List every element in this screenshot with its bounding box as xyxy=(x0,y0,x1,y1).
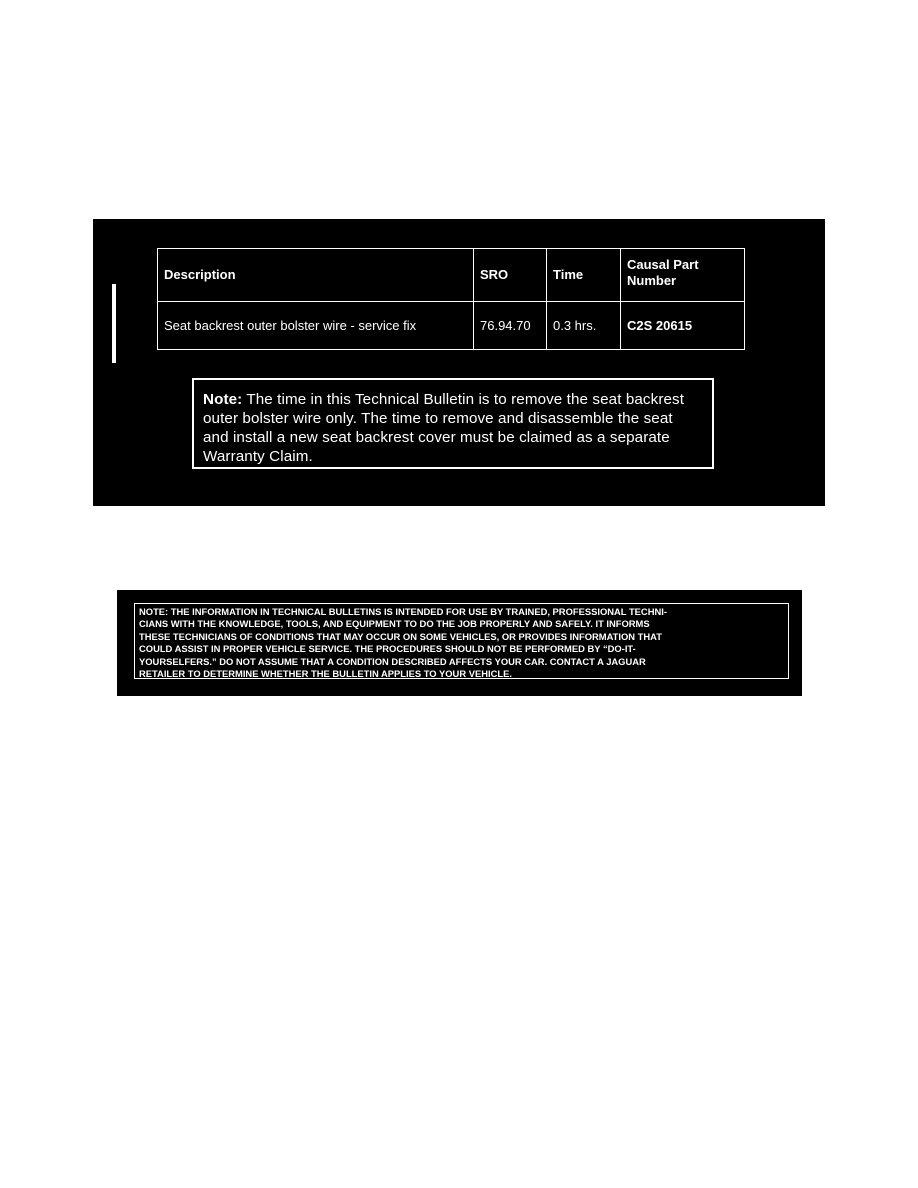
cell-sro: 76.94.70 xyxy=(474,302,547,350)
header-time: Time xyxy=(547,249,621,302)
header-causal-part-number xyxy=(621,249,745,302)
disclaimer-line: COULD ASSIST IN PROPER VEHICLE SERVICE. THE PROCEDURES SHOULD NOT BE PERFORMED BY “DO-IT- xyxy=(139,643,636,655)
cell-time: 0.3 hrs. xyxy=(547,302,621,350)
header-sro: SRO xyxy=(474,249,547,302)
header-description: Description xyxy=(158,249,474,302)
disclaimer-line: NOTE: THE INFORMATION IN TECHNICAL BULLETINS IS INTENDED FOR USE BY TRAINED, PROFESSIONAL TECHNI- xyxy=(139,606,667,617)
disclaimer-box xyxy=(134,603,789,679)
warranty-claim-table xyxy=(157,248,745,350)
note-label: Note: xyxy=(203,391,243,408)
cell-causal-part: C2S 20615 xyxy=(621,302,745,350)
disclaimer-line: RETAILER TO DETERMINE WHETHER THE BULLETIN APPLIES TO YOUR VEHICLE. xyxy=(139,668,512,680)
disclaimer-line: YOURSELFERS.” DO NOT ASSUME THAT A CONDITION DESCRIBED AFFECTS YOUR CAR. CONTACT A JAGUAR xyxy=(139,655,646,667)
warranty-panel xyxy=(93,219,825,506)
note-box xyxy=(192,378,714,469)
header-causal-part-line2: Number xyxy=(627,273,677,288)
change-bar xyxy=(112,284,116,363)
cell-description: Seat backrest outer bolster wire - service fix xyxy=(158,302,474,350)
disclaimer-line: CIANS WITH THE KNOWLEDGE, TOOLS, AND EQUIPMENT TO DO THE JOB PROPERLY AND SAFELY. IT INFORMS xyxy=(139,618,650,630)
disclaimer-panel xyxy=(117,590,802,696)
note-text: The time in this Technical Bulletin is to remove the seat backrest outer bolster wire only. The time to remove and disassemble the seat and install a new seat backrest cover must be claimed as a separate Warranty Claim. xyxy=(203,391,685,465)
disclaimer-line: THESE TECHNICIANS OF CONDITIONS THAT MAY OCCUR ON SOME VEHICLES, OR PROVIDES INFORMATION THAT xyxy=(139,630,662,642)
header-causal-part-line1: Causal Part xyxy=(627,257,699,272)
table-row xyxy=(158,302,745,350)
table-header-row xyxy=(158,249,745,302)
